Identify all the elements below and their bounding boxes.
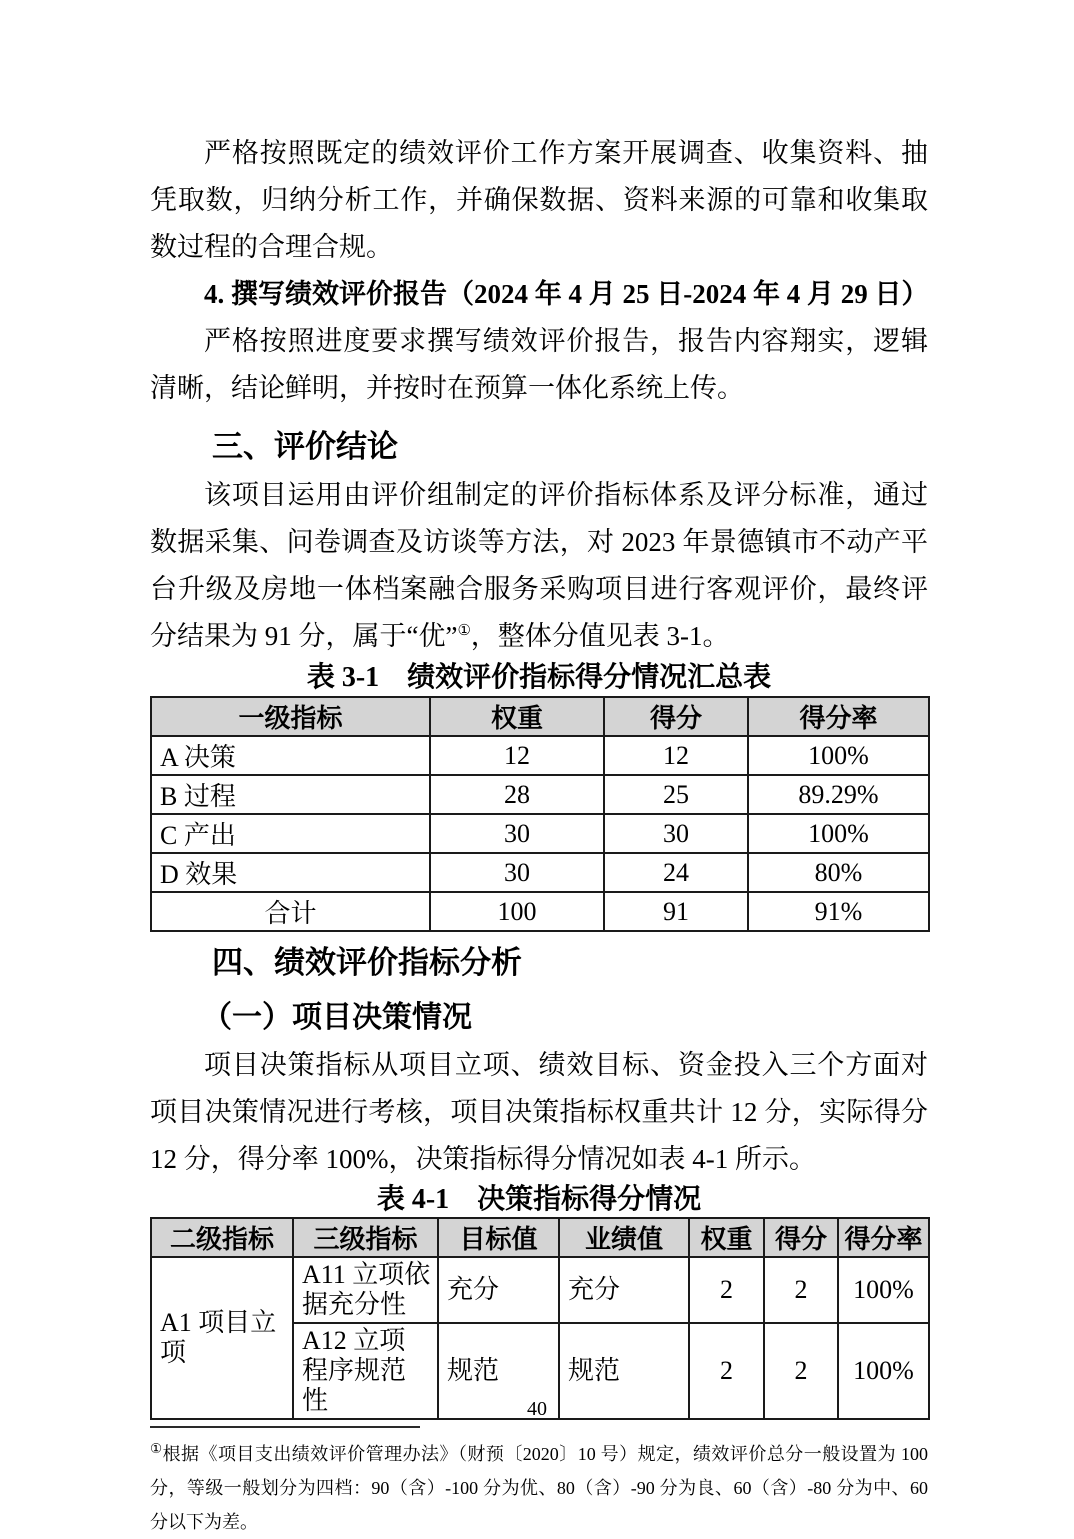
- paragraph-conclusion: [150, 472, 928, 660]
- column-header: 得分: [764, 1218, 838, 1257]
- table-cell: A 决策: [151, 736, 430, 775]
- table-cell: 充分: [438, 1257, 559, 1323]
- decision-score-table: [150, 1217, 930, 1420]
- table-cell: C 产出: [151, 814, 430, 853]
- footnote-separator: [150, 1426, 420, 1428]
- table-cell: 2: [764, 1323, 838, 1419]
- paragraph-conclusion-tail: ，整体分值见表 3-1。: [470, 621, 730, 651]
- column-header: 权重: [689, 1218, 764, 1257]
- paragraph-decision-indicators: 项目决策指标从项目立项、绩效目标、资金投入三个方面对项目决策情况进行考核，项目决策指标权重共计 12 分，实际得分 12 分，得分率 100%，决策指标得分情况如表 4-1 所示。: [150, 1050, 928, 1174]
- table-row: [151, 853, 929, 892]
- subsection-heading-project-decision: （一）项目决策情况: [202, 1001, 472, 1034]
- column-header: 权重: [430, 697, 604, 736]
- footnote-marker: ①: [150, 1441, 163, 1456]
- table-header-row: [151, 697, 929, 736]
- table-cell: 30: [430, 814, 604, 853]
- column-header: 得分率: [748, 697, 929, 736]
- footnote-text: 根据《项目支出绩效评价管理办法》（财预〔2020〕10 号）规定，绩效评价总分一般设置为 100 分，等级一般划分为四档：90（含）-100 分为优、80（含）-90 分为良、60（含）-80 分为中、60 分以下为差。: [150, 1444, 929, 1532]
- table-cell: 合计: [151, 892, 430, 931]
- column-header: 目标值: [438, 1218, 559, 1257]
- table-cell: B 过程: [151, 775, 430, 814]
- table-cell: D 效果: [151, 853, 430, 892]
- table-cell: 规范: [559, 1323, 689, 1419]
- table-cell: 2: [689, 1323, 764, 1419]
- column-header: 二级指标: [151, 1218, 293, 1257]
- table-row: [151, 814, 929, 853]
- table-cell: 100%: [838, 1257, 929, 1323]
- table-cell: 25: [604, 775, 748, 814]
- table-cell: 12: [604, 736, 748, 775]
- table-cell: 28: [430, 775, 604, 814]
- table-cell: 80%: [748, 853, 929, 892]
- section-heading-evaluation-conclusion: 三、评价结论: [212, 429, 398, 464]
- table-header-row: [151, 1218, 929, 1257]
- table-row: [151, 736, 929, 775]
- table-cell: 30: [604, 814, 748, 853]
- table-cell: 充分: [559, 1257, 689, 1323]
- table-cell: A12 立项程序规范性: [293, 1323, 438, 1419]
- column-header: 三级指标: [293, 1218, 438, 1257]
- table-total-row: [151, 892, 929, 931]
- page-content: [150, 0, 928, 1539]
- column-header: 业绩值: [559, 1218, 689, 1257]
- summary-score-table: [150, 696, 930, 932]
- column-header: 一级指标: [151, 697, 430, 736]
- table-cell: 100%: [838, 1323, 929, 1419]
- heading-step4-write-report: 4. 撰写绩效评价报告（2024 年 4 月 25 日-2024 年 4 月 29 日）: [204, 279, 929, 309]
- table-cell: A11 立项依据充分性: [293, 1257, 438, 1323]
- footnote: [150, 1432, 928, 1539]
- page-number: 40: [527, 1398, 547, 1420]
- table-4-1-caption: 表 4-1 决策指标得分情况: [376, 1184, 702, 1215]
- paragraph-survey-work: 严格按照既定的绩效评价工作方案开展调查、收集资料、抽凭取数，归纳分析工作，并确保数据、资料来源的可靠和收集取数过程的合理合规。: [150, 138, 928, 262]
- paragraph-conclusion-text: 该项目运用由评价组制定的评价指标体系及评分标准，通过数据采集、问卷调查及访谈等方法，对 2023 年景德镇市不动产平台升级及房地一体档案融合服务采购项目进行客观评价，最终评分结果为 91 分，属于“优”: [150, 480, 928, 651]
- table-row: [151, 1257, 929, 1323]
- table-cell: 100%: [748, 814, 929, 853]
- column-header: 得分: [604, 697, 748, 736]
- column-header: 得分率: [838, 1218, 929, 1257]
- footnote-area: [150, 1426, 928, 1539]
- table-cell: 30: [430, 853, 604, 892]
- table-cell: 12: [430, 736, 604, 775]
- table-cell: 100: [430, 892, 604, 931]
- footnote-reference-mark: ①: [457, 623, 471, 639]
- section-heading-indicator-analysis: 四、绩效评价指标分析: [212, 945, 522, 980]
- table-cell: 2: [764, 1257, 838, 1323]
- table-cell-group-a1: A1 项目立项: [151, 1257, 293, 1419]
- table-row: [151, 775, 929, 814]
- table-3-1-caption: 表 3-1 绩效评价指标得分情况汇总表: [306, 662, 772, 693]
- paragraph-write-report: 严格按照进度要求撰写绩效评价报告，报告内容翔实，逻辑清晰，结论鲜明，并按时在预算一体化系统上传。: [150, 326, 928, 403]
- table-cell: 91: [604, 892, 748, 931]
- table-cell: 2: [689, 1257, 764, 1323]
- table-cell: 91%: [748, 892, 929, 931]
- table-cell: 规范: [438, 1323, 559, 1419]
- table-cell: 89.29%: [748, 775, 929, 814]
- table-cell: 24: [604, 853, 748, 892]
- table-cell: 100%: [748, 736, 929, 775]
